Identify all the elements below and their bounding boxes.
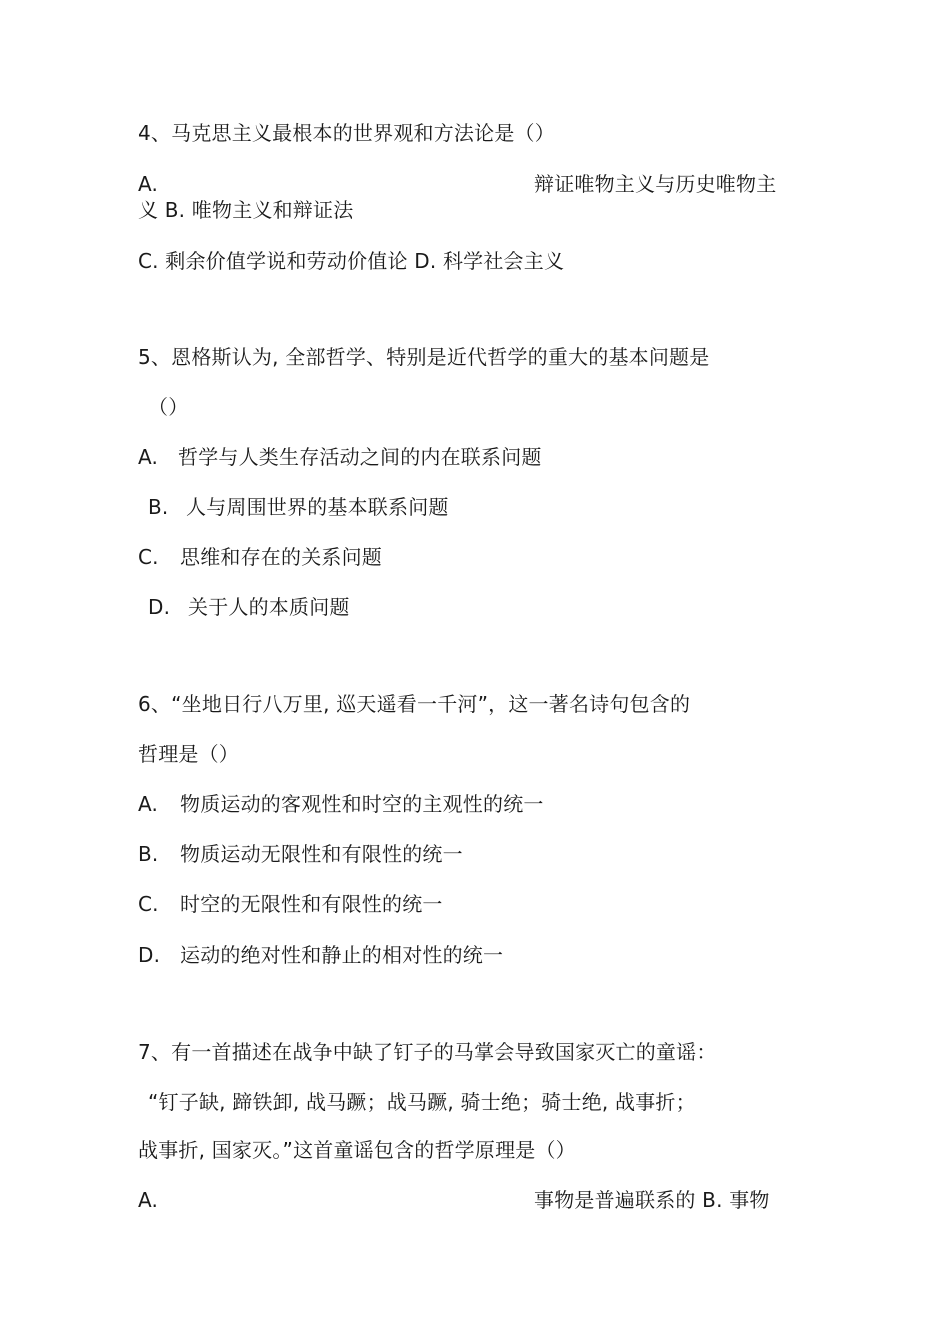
question-5-option-b-letter: B. <box>148 495 169 519</box>
question-6-option-d-text: 运动的绝对性和静止的相对性的统一 <box>180 943 504 967</box>
question-5-option-d-letter: D. <box>148 595 171 619</box>
question-4-option-c-d: C. 剩余价值学说和劳动价值论 D. 科学社会主义 <box>138 249 565 273</box>
question-5-option-a-letter: A. <box>138 445 159 469</box>
question-5-option-c-text: 思维和存在的关系问题 <box>180 545 382 569</box>
question-4-stem: 4、马克思主义最根本的世界观和方法论是（） <box>138 121 555 145</box>
question-6-option-b-text: 物质运动无限性和有限性的统一 <box>180 842 463 866</box>
question-5-stem-line1: 5、恩格斯认为, 全部哲学、特别是近代哲学的重大的基本问题是 <box>138 345 710 369</box>
question-4-option-a-text: 辩证唯物主义与历史唯物主 <box>534 172 777 196</box>
question-6-option-a-letter: A. <box>138 792 159 816</box>
question-4-option-b: 义 B. 唯物主义和辩证法 <box>138 198 354 222</box>
question-6-stem-line2: 哲理是（） <box>138 742 239 766</box>
question-6-stem-line1: 6、“坐地日行八万里, 巡天遥看一千河”，这一著名诗句包含的 <box>138 692 691 716</box>
question-6-option-c-letter: C. <box>138 892 159 916</box>
question-6-option-a-text: 物质运动的客观性和时空的主观性的统一 <box>180 792 544 816</box>
question-5-option-d-text: 关于人的本质问题 <box>188 595 350 619</box>
question-5-option-a-text: 哲学与人类生存活动之间的内在联系问题 <box>178 445 542 469</box>
question-7-stem-line3: 战事折, 国家灭。”这首童谣包含的哲学原理是（） <box>138 1138 576 1162</box>
question-5-stem-line2: （） <box>148 395 189 419</box>
question-6-option-c-text: 时空的无限性和有限性的统一 <box>180 892 443 916</box>
question-6-option-d-letter: D. <box>138 943 161 967</box>
question-5-option-b-text: 人与周围世界的基本联系问题 <box>186 495 449 519</box>
question-7-option-a-letter: A. <box>138 1188 159 1212</box>
question-7-option-a-text: 事物是普遍联系的 B. 事物 <box>534 1188 770 1212</box>
question-5-option-c-letter: C. <box>138 545 159 569</box>
question-4-option-a-letter: A. <box>138 172 159 196</box>
question-7-stem-line1: 7、有一首描述在战争中缺了钉子的马掌会导致国家灭亡的童谣： <box>138 1040 717 1064</box>
question-6-option-b-letter: B. <box>138 842 159 866</box>
question-7-stem-line2: “钉子缺, 蹄铁卸, 战马蹶；战马蹶, 骑士绝；骑士绝, 战事折； <box>148 1090 696 1114</box>
